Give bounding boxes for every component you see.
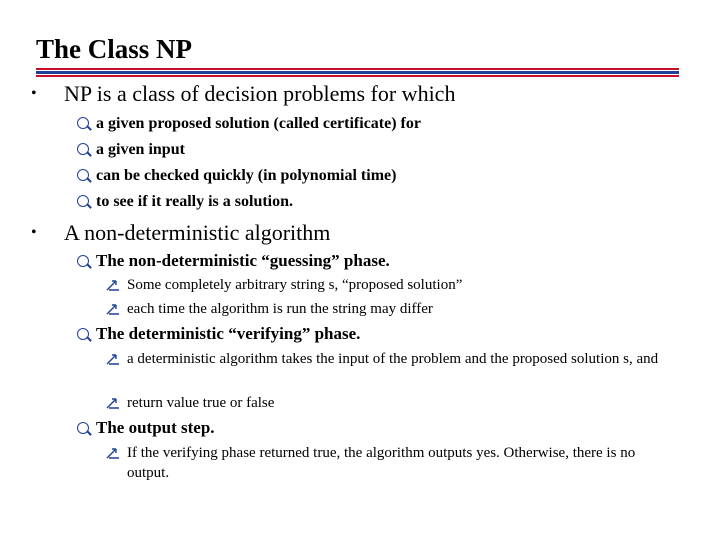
detail-text: return value true or false [127, 395, 275, 411]
pointing-hand-icon [106, 395, 120, 409]
bullet-text: NP is a class of decision problems for which [64, 81, 456, 106]
slide-title: The Class NP [36, 34, 193, 64]
sub-bullet-checked [77, 167, 396, 185]
sub-bullet-text: a given proposed solution (called certificate) for [96, 115, 421, 132]
phase-guessing [77, 251, 390, 271]
pointing-hand-icon [106, 445, 120, 459]
detail-output-result [106, 443, 681, 483]
q-circle-icon [77, 117, 89, 129]
sub-bullet-text: a given input [96, 141, 185, 158]
phase-verifying [77, 324, 360, 344]
q-circle-icon [77, 255, 89, 267]
bullet-dot-icon: • [31, 85, 37, 102]
bullet-nondeterministic-algorithm [31, 220, 330, 246]
pointing-hand-icon [106, 301, 120, 315]
q-circle-icon [77, 328, 89, 340]
phase-label: The non-deterministic “guessing” phase. [96, 251, 390, 270]
phase-label: The deterministic “verifying” phase. [96, 324, 361, 343]
sub-bullet-certificate [77, 115, 421, 133]
detail-text: a deterministic algorithm takes the input of the problem and the proposed solution s, and [127, 351, 659, 367]
sub-bullet-solution [77, 193, 293, 211]
q-circle-icon [77, 169, 89, 181]
detail-string-differs [106, 299, 566, 319]
bullet-text: A non-deterministic algorithm [64, 220, 331, 245]
sub-bullet-text: can be checked quickly (in polynomial time) [96, 167, 397, 184]
phase-label: The output step. [96, 418, 215, 437]
detail-text: Some completely arbitrary string s, “proposed solution” [127, 277, 463, 293]
sub-bullet-input [77, 141, 185, 159]
phase-output [77, 418, 215, 438]
title-rule-blue [36, 71, 679, 74]
detail-text: If the verifying phase returned true, the algorithm outputs yes. Otherwise, there is no output. [127, 445, 636, 481]
bullet-np-definition [31, 81, 455, 107]
detail-text: each time the algorithm is run the string may differ [127, 301, 433, 317]
detail-deterministic-algorithm [106, 349, 681, 369]
sub-bullet-text: to see if it really is a solution. [96, 193, 294, 210]
title-rule-red-top [36, 68, 679, 70]
pointing-hand-icon [106, 277, 120, 291]
q-circle-icon [77, 422, 89, 434]
title-rule-red-bottom [36, 75, 679, 77]
q-circle-icon [77, 143, 89, 155]
q-circle-icon [77, 195, 89, 207]
detail-arbitrary-string [106, 275, 566, 295]
pointing-hand-icon [106, 351, 120, 365]
detail-return-value [106, 393, 566, 413]
bullet-dot-icon: • [31, 224, 37, 241]
